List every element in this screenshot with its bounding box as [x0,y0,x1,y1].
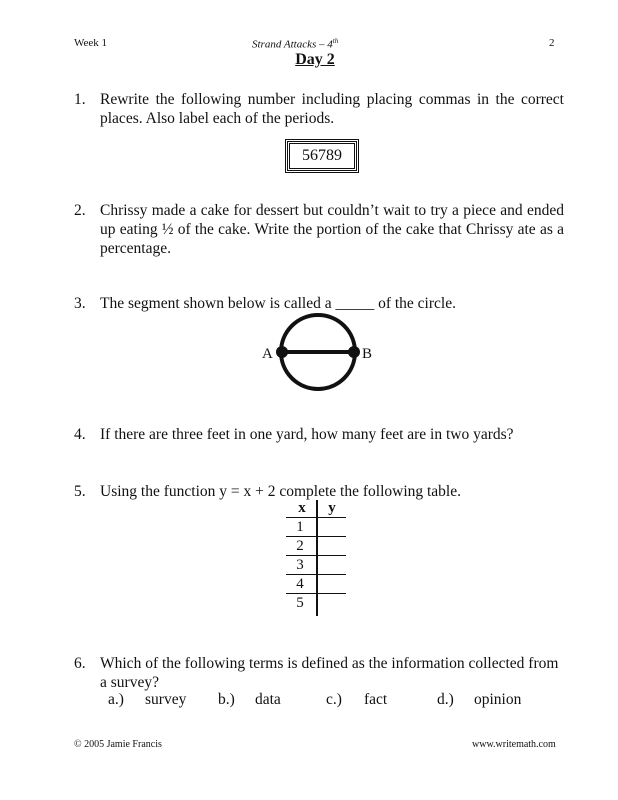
choice-a-text: survey [145,691,187,708]
question-4-text: If there are three feet in one yard, how many feet are in two yards? [100,426,514,443]
header-week: Week 1 [74,37,108,49]
footer-copyright: © 2005 Jamie Francis [74,739,162,750]
table-header-x: x [298,500,306,516]
label-a: A [262,346,273,362]
table-line [286,574,346,575]
footer-website: www.writemath.com [472,739,556,750]
choice-d-text: opinion [474,691,522,708]
question-3 [74,294,564,313]
question-6 [74,654,564,692]
question-5-number: 5. [74,483,86,500]
label-b: B [362,346,373,362]
question-2 [74,201,564,258]
table-x-cell: 4 [296,576,304,592]
table-x-cell: 5 [296,595,304,611]
point-a [276,346,288,358]
table-x-cell: 3 [296,557,304,573]
question-5-text: Using the function y = x + 2 complete the following table. [100,483,461,500]
table-line [286,517,346,518]
table-line [286,536,346,537]
table-line [286,593,346,594]
header-strand-text: Strand Attacks – 4 [252,38,333,51]
point-b [348,346,360,358]
question-6-number: 6. [74,655,86,672]
question-1-number: 1. [74,91,86,108]
choice-b-letter: b.) [218,691,235,708]
question-3-number: 3. [74,295,86,312]
table-line [286,555,346,556]
question-2-number: 2. [74,202,86,219]
page-title: Day 2 [295,51,335,68]
choice-d-letter: d.) [437,691,454,708]
table-header-y: y [328,500,336,516]
choice-a-letter: a.) [108,691,124,708]
question-4 [74,425,564,444]
question-5 [74,482,564,501]
header-page-number: 2 [549,37,555,49]
choice-b-text: data [255,691,281,708]
choice-c-text: fact [364,691,388,708]
question-2-text: Chrissy made a cake for dessert but couldn’t wait to try a piece and ended up eating ½ of the cake. Write the portion of the cake that Chrissy ate as a percentage. [100,202,564,257]
question-1-text: Rewrite the following number including placing commas in the correct places. Also label each of the periods. [100,91,564,127]
circle-diagram [255,312,375,402]
choice-c-letter: c.) [326,691,342,708]
question-1 [74,90,564,128]
header-strand [252,37,338,51]
question-4-number: 4. [74,426,86,443]
question-6-text: Which of the following terms is defined as the information collected from a survey? [100,655,559,691]
boxed-number: 56789 [287,141,357,171]
table-x-cell: 1 [296,519,304,535]
header-strand-sup: th [332,37,339,45]
table-x-cell: 2 [296,538,304,554]
question-3-text: The segment shown below is called a _____ of the circle. [100,295,456,312]
